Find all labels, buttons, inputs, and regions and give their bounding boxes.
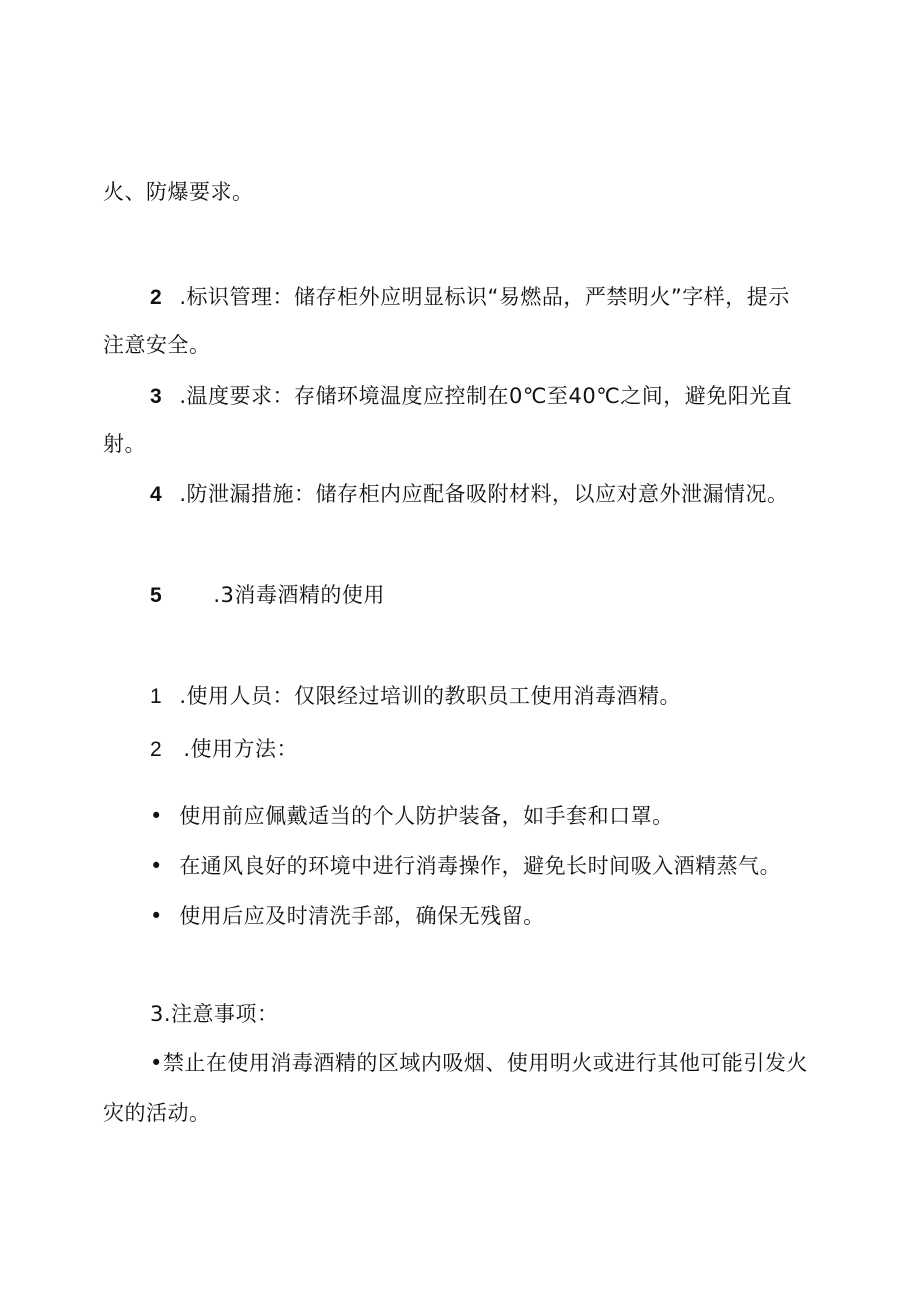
item-3-continuation xyxy=(103,430,146,458)
bullet-item xyxy=(150,802,674,830)
item-4-leak-prevention xyxy=(150,480,789,509)
item-number: 2 xyxy=(150,738,163,761)
bullet-item xyxy=(150,902,545,930)
item-text: .使用人员：仅限经过培训的教职员工使用消毒酒精。 xyxy=(179,684,682,708)
item-2-identification xyxy=(150,283,790,312)
line-text: 注意安全。 xyxy=(103,333,211,357)
caution-line xyxy=(150,1049,808,1077)
bullet-mark: • xyxy=(150,804,163,828)
line-text: 火、防爆要求。 xyxy=(103,180,254,204)
section-number: 5 xyxy=(150,584,163,607)
line-text: 3.注意事项： xyxy=(150,1002,279,1026)
bullet-text: 使用前应佩戴适当的个人防护装备，如手套和口罩。 xyxy=(179,804,674,828)
bullet-text: 使用后应及时清洗手部，确保无残留。 xyxy=(179,904,545,928)
usage-item-3-heading xyxy=(150,1000,279,1028)
item-2-continuation xyxy=(103,331,211,359)
caution-continuation xyxy=(103,1099,211,1127)
usage-item-2 xyxy=(150,735,298,764)
bullet-text: 在通风良好的环境中进行消毒操作，避免长时间吸入酒精蒸气。 xyxy=(179,854,782,878)
item-number: 3 xyxy=(150,385,163,408)
item-text: .使用方法： xyxy=(183,737,299,761)
section-title: .3消毒酒精的使用 xyxy=(213,583,385,607)
bullet-mark: • xyxy=(150,904,163,928)
item-text: .防泄漏措施：储存柜内应配备吸附材料，以应对意外泄漏情况。 xyxy=(179,482,789,506)
item-text: .温度要求：存储环境温度应控制在0℃至40℃之间，避免阳光直 xyxy=(179,384,793,408)
line-text: 射。 xyxy=(103,432,146,456)
line-text: •禁止在使用消毒酒精的区域内吸烟、使用明火或进行其他可能引发火 xyxy=(150,1051,808,1075)
item-number: 1 xyxy=(150,685,163,708)
item-number: 2 xyxy=(150,286,163,309)
item-text: .标识管理：储存柜外应明显标识“易燃品，严禁明火”字样，提示 xyxy=(179,285,790,309)
bullet-mark: • xyxy=(150,854,163,878)
item-number: 4 xyxy=(150,483,163,506)
line-text: 灾的活动。 xyxy=(103,1101,211,1125)
section-heading xyxy=(150,581,385,610)
bullet-item xyxy=(150,852,781,880)
text-line-fire-requirement xyxy=(103,178,254,206)
item-3-temperature xyxy=(150,382,792,411)
usage-item-1 xyxy=(150,682,681,711)
